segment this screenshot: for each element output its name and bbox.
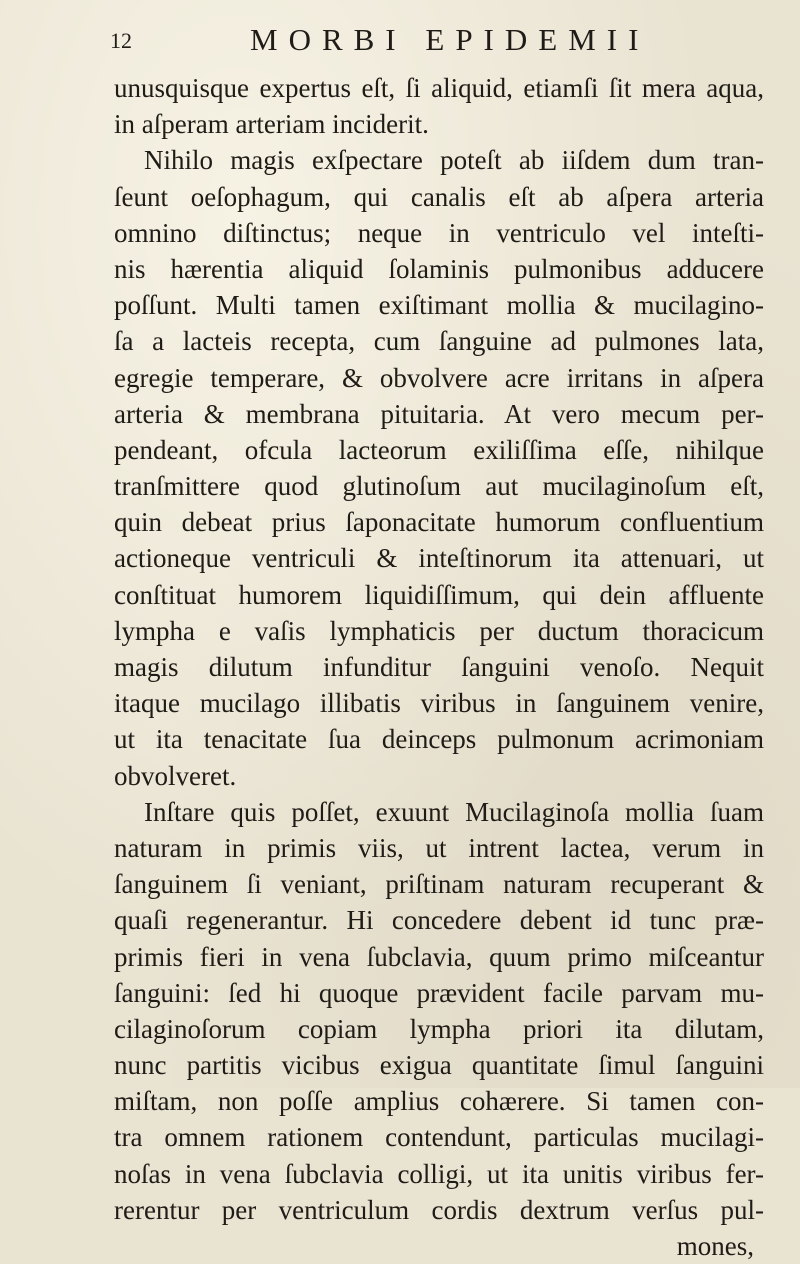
text-line: quaſi regenerantur. Hi concedere debent id tunc præ- <box>114 905 764 936</box>
text-line: naturam in primis viis, ut intrent lactea, verum in <box>114 832 764 863</box>
text-line: ſa a lacteis recepta, cum ſanguine ad pulmones lata, <box>114 326 764 357</box>
text-line: ſanguinem ſi veniant, priſtinam naturam recuperant & <box>114 869 764 900</box>
text-line: ſeunt oeſophagum, qui canalis eſt ab aſpera arteria <box>114 181 764 212</box>
text-line: noſas in vena ſubclavia colligi, ut ita unitis viribus fer- <box>114 1158 764 1189</box>
text-line: obvolveret. <box>114 760 237 791</box>
text-line: magis dilutum infunditur ſanguini venoſo. Nequit <box>114 652 764 682</box>
text-line: quin debeat prius ſaponacitate humorum confluentium <box>114 507 764 538</box>
text-line: tra omnem rationem contendunt, particulas mucilagi- <box>114 1122 764 1153</box>
text-line: poſſunt. Multi tamen exiſtimant mollia & mucilagino- <box>114 290 764 321</box>
running-head: MORBI EPIDEMII <box>250 22 650 57</box>
text-line: unusquisque expertus eſt, ſi aliquid, etiamſi ſit mera aqua, <box>114 73 764 103</box>
text-line: egregie temperare, & obvolvere acre irritans in aſpera <box>114 362 764 393</box>
text-line: Nihilo magis exſpectare poteſt ab iiſdem dum tran- <box>144 145 764 176</box>
text-line: primis fieri in vena ſubclavia, quum primo miſceantur <box>114 941 764 972</box>
text-line: lympha e vaſis lymphaticis per ductum thoracicum <box>114 615 764 646</box>
text-line: tranſmittere quod glutinoſum aut mucilaginoſum eſt, <box>114 471 764 502</box>
text-line: miſtam, non poſſe amplius cohærere. Si tamen con- <box>114 1086 764 1117</box>
page-number: 12 <box>110 28 132 53</box>
body-text <box>114 70 764 1264</box>
text-line: Inſtare quis poſſet, exuunt Mucilaginoſa mollia ſuam <box>144 796 764 827</box>
text-line: rerentur per ventriculum cordis dextrum verſus pul- <box>114 1194 764 1225</box>
text-line: itaque mucilago illibatis viribus in ſanguinem venire, <box>114 688 764 719</box>
text-line: arteria & membrana pituitaria. At vero mecum per- <box>114 398 764 429</box>
text-line: nunc partitis vicibus exigua quantitate ſimul ſanguini <box>114 1050 764 1081</box>
text-line: mones, <box>676 1231 754 1261</box>
text-line: nis hærentia aliquid ſolaminis pulmonibus adducere <box>114 253 764 284</box>
text-line: conſtituat humorem liquidiſſimum, qui dein affluente <box>114 579 764 610</box>
text-line: omnino diſtinctus; neque in ventriculo vel inteſti- <box>114 217 764 248</box>
text-line: in aſperam arteriam inciderit. <box>114 109 429 140</box>
text-line: ut ita tenacitate ſua deinceps pulmonum acrimoniam <box>114 724 764 755</box>
text-line: pendeant, ofcula lacteorum exiliſſima eſſe, nihilque <box>114 434 764 465</box>
text-line: actioneque ventriculi & inteſtinorum ita attenuari, ut <box>114 543 764 574</box>
text-line: cilaginoſorum copiam lympha priori ita dilutam, <box>114 1013 764 1044</box>
text-line: ſanguini: ſed hi quoque prævident facile parvam mu- <box>114 977 764 1008</box>
page-header <box>0 0 800 66</box>
